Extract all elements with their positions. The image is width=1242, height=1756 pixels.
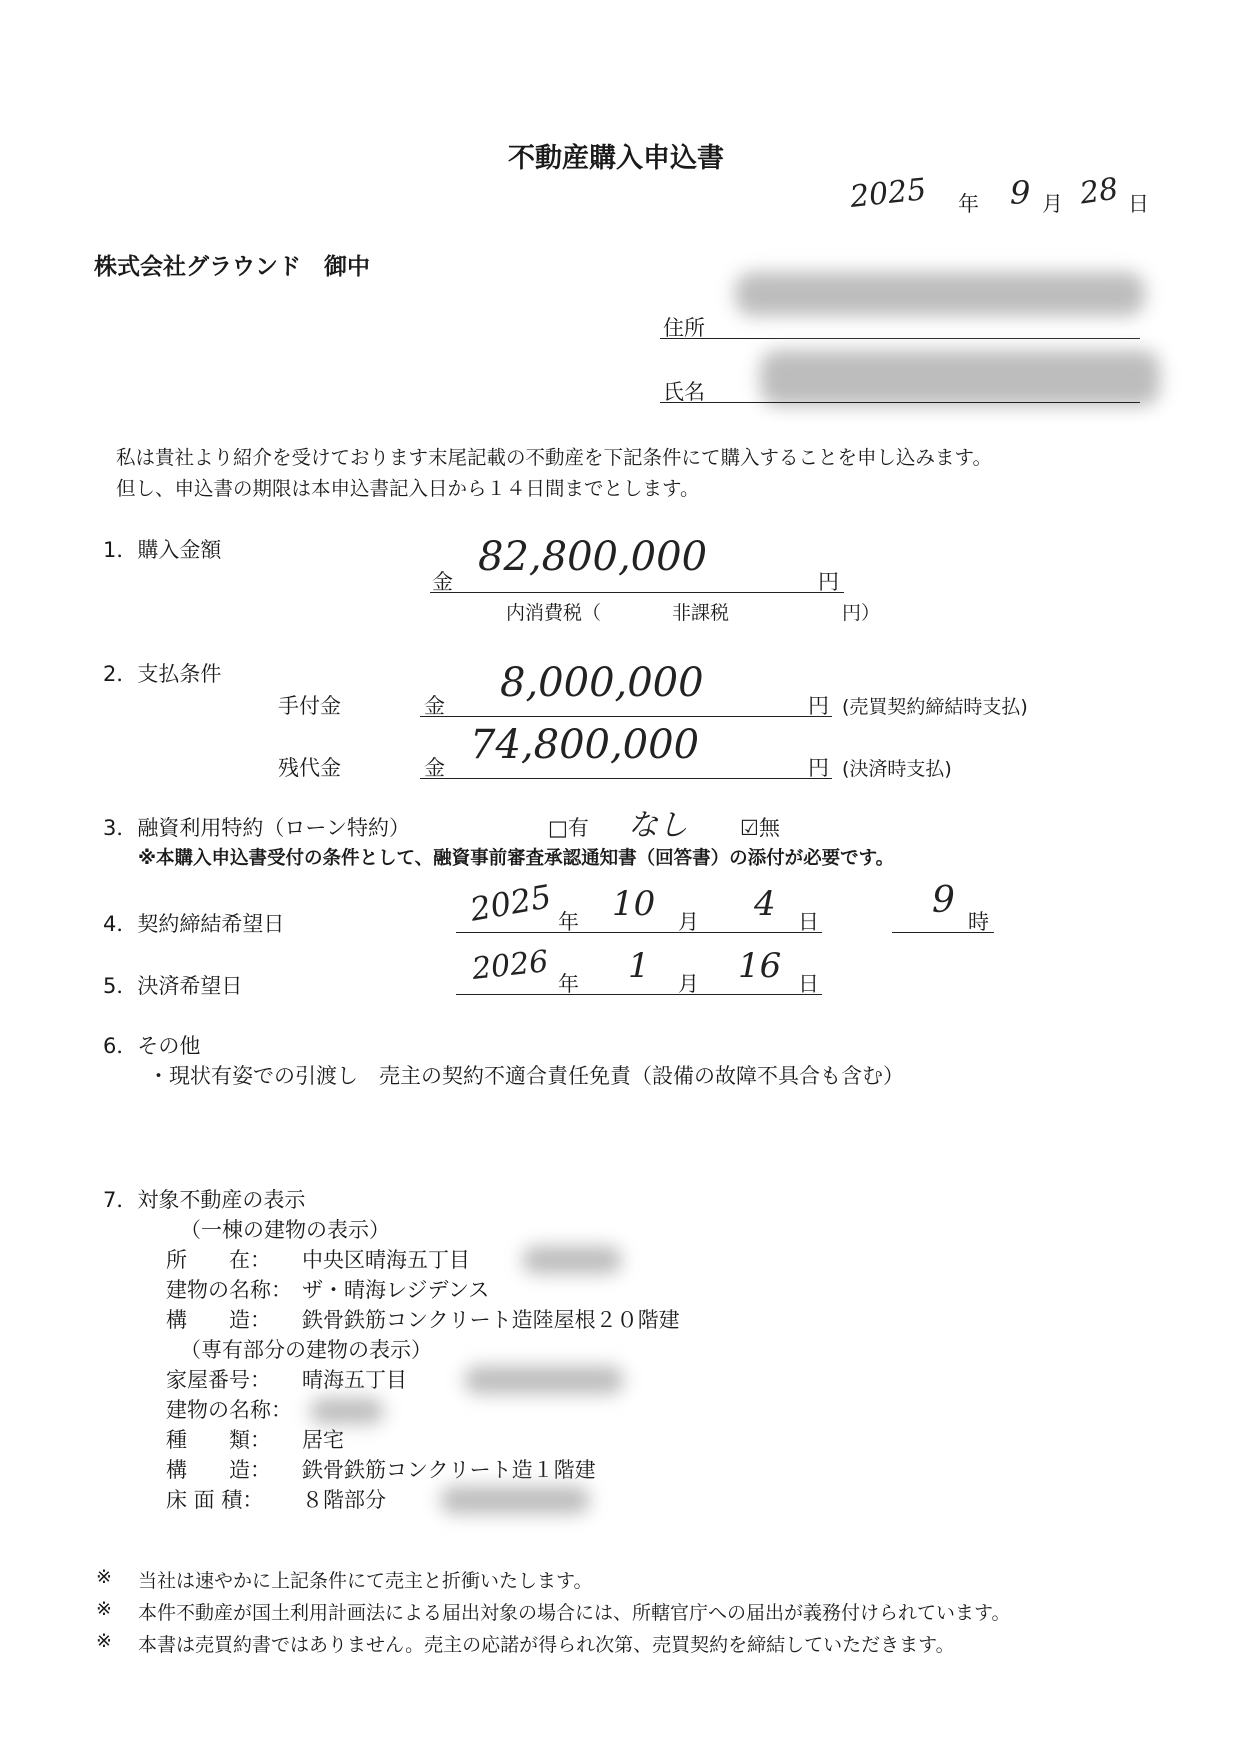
price-amount: 82,800,000	[478, 534, 708, 580]
ustructure-value: 鉄骨鉄筋コンクリート造１階建	[302, 1458, 596, 1482]
ustructure-label: 構 造：	[166, 1458, 271, 1482]
document-title: 不動産購入申込書	[508, 143, 724, 174]
address-label: 住所	[663, 316, 705, 340]
balance-note: (決済時支払)	[842, 758, 952, 780]
bname-value: ザ・晴海レジデンス	[302, 1278, 490, 1302]
deposit-kin: 金	[424, 694, 445, 718]
price-line	[430, 592, 844, 593]
contract-year: 2025	[467, 877, 555, 929]
settlement-date-line	[456, 994, 822, 995]
settlement-year-unit: 年	[558, 972, 579, 996]
other-text: ・現状有姿での引渡し 売主の契約不適合責任免責（設備の故障不具合も含む）	[148, 1064, 904, 1088]
redacted-location	[522, 1246, 622, 1274]
contract-hour-line	[892, 932, 994, 933]
tax-value: 非課税	[672, 602, 730, 624]
deposit-amount: 8,000,000	[500, 660, 704, 706]
settlement-month-unit: 月	[678, 972, 699, 996]
date-year: 2025	[848, 172, 928, 215]
redacted-name	[760, 350, 1160, 406]
tax-open: 内消費税（	[506, 602, 602, 624]
note-1-mark: ※	[96, 1566, 112, 1588]
redacted-house-no	[464, 1366, 624, 1394]
addressee: 株式会社グラウンド 御中	[94, 254, 370, 280]
loan-note: ※本購入申込書受付の条件として、融資事前審査承認通知書（回答書）の添付が必要です。	[138, 848, 895, 869]
property-label: 7．対象不動産の表示	[103, 1188, 306, 1212]
settlement-year: 2026	[470, 944, 550, 987]
note-1-text: 当社は速やかに上記条件にて売主と折衝いたします。	[138, 1570, 593, 1592]
uname-label: 建物の名称：	[166, 1398, 292, 1422]
area-value: ８階部分	[302, 1488, 386, 1512]
intro-line-1: 私は貴社より紹介を受けております末尾記載の不動産を下記条件にて購入することを申し込みます。	[116, 446, 992, 469]
payment-label: 2．支払条件	[103, 662, 222, 686]
note-3-text: 本書は売買約書ではありません。売主の応諾が得られ次第、売買契約を締結していただきます。	[138, 1634, 955, 1656]
structure-value: 鉄骨鉄筋コンクリート造陸屋根２０階建	[302, 1308, 680, 1332]
balance-label: 残代金	[278, 756, 341, 780]
settlement-month: 1	[628, 946, 650, 986]
bname-label: 建物の名称：	[166, 1278, 292, 1302]
price-kin: 金	[432, 570, 453, 594]
unit-header: （専有部分の建物の表示）	[180, 1338, 432, 1362]
area-label: 床 面 積：	[166, 1488, 264, 1512]
deposit-note: (売買契約締結時支払)	[842, 696, 1028, 718]
contract-date-label: 4．契約締結希望日	[103, 912, 285, 936]
date-day: 28	[1077, 171, 1121, 212]
contract-hour-unit: 時	[968, 910, 989, 934]
type-value: 居宅	[302, 1428, 344, 1452]
settlement-day-unit: 日	[798, 972, 819, 996]
contract-month-unit: 月	[678, 910, 699, 934]
location-label: 所 在：	[166, 1248, 271, 1272]
loan-yes-checkbox[interactable]: □有	[548, 816, 589, 840]
type-label: 種 類：	[166, 1428, 271, 1452]
house-no-label: 家屋番号：	[166, 1368, 271, 1392]
tax-close: 円）	[842, 602, 881, 624]
balance-line	[420, 778, 832, 779]
contract-date-line	[456, 932, 822, 933]
contract-hour: 9	[932, 880, 955, 921]
settlement-day: 16	[738, 946, 782, 986]
contract-day-unit: 日	[798, 910, 819, 934]
deposit-yen: 円	[808, 694, 829, 718]
loan-handwritten-none: なし	[628, 808, 688, 843]
price-yen: 円	[818, 570, 839, 594]
balance-yen: 円	[808, 756, 829, 780]
building-header: （一棟の建物の表示）	[180, 1218, 390, 1242]
balance-kin: 金	[424, 756, 445, 780]
location-value: 中央区晴海五丁目	[302, 1248, 470, 1272]
other-label: 6．その他	[103, 1034, 201, 1058]
settlement-date-label: 5．決済希望日	[103, 974, 243, 998]
name-label: 氏名	[663, 380, 705, 404]
date-month: 9	[1010, 174, 1031, 212]
date-month-unit: 月	[1042, 192, 1063, 216]
contract-month: 10	[612, 884, 656, 924]
date-year-unit: 年	[958, 192, 979, 216]
redacted-address	[735, 272, 1145, 316]
house-no-value: 晴海五丁目	[302, 1368, 407, 1392]
date-day-unit: 日	[1128, 192, 1149, 216]
address-line	[660, 338, 1140, 339]
name-line	[660, 402, 1140, 403]
contract-year-unit: 年	[558, 910, 579, 934]
redacted-area	[440, 1486, 590, 1514]
price-label: 1．購入金額	[103, 538, 222, 562]
note-2-text: 本件不動産が国土利用計画法による届出対象の場合には、所轄官庁への届出が義務付けられています。	[138, 1602, 1011, 1624]
contract-day: 4	[754, 884, 776, 924]
note-3-mark: ※	[96, 1630, 112, 1652]
loan-no-checkbox[interactable]: ☑無	[740, 816, 780, 840]
structure-label: 構 造：	[166, 1308, 271, 1332]
note-2-mark: ※	[96, 1598, 112, 1620]
deposit-label: 手付金	[278, 694, 341, 718]
loan-label: 3．融資利用特約（ローン特約）	[103, 816, 410, 840]
deposit-line	[420, 716, 832, 717]
intro-line-2: 但し、申込書の期限は本申込書記入日から１４日間までとします。	[116, 477, 700, 500]
redacted-unit-name	[310, 1398, 384, 1424]
balance-amount: 74,800,000	[470, 722, 700, 768]
